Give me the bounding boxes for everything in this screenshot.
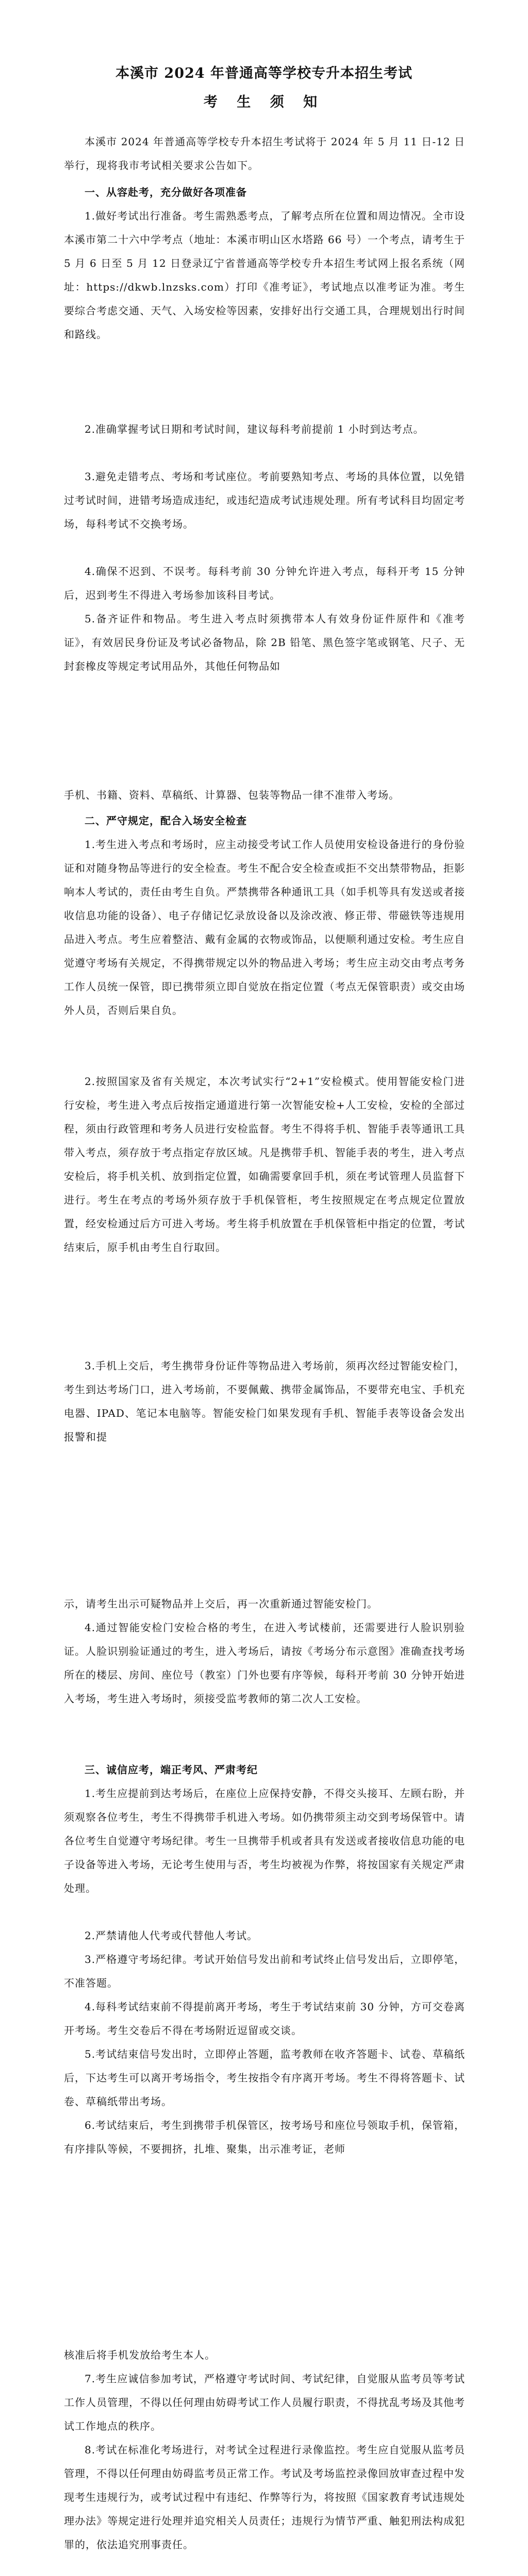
section3-item5: 5.考试结束信号发出时，立即停止答题，监考教师在收齐答题卡、试卷、草稿纸后，下达考生可以离开考场指令，考生按指令有序离开考场。考生不得将答题卡、试卷、草稿纸带出考场。 bbox=[64, 2048, 465, 2108]
section2-item4: 4.通过智能安检门安检合格的考生，在进入考试楼前，还需要进行人脸识别验证。人脸识别验证通过的考生，进入考场后，请按《考场分布示意图》准确查找考场所在的楼层、房间、座位号（教室）门外也要有序等候，每科开考前 30 分钟开始进入考场，考生进入考场时，须接受监考教师的第二次人工安检。 bbox=[64, 1621, 465, 1705]
section3-item4: 4.每科考试结束前不得提前离开考场，考生于考试结束前 30 分钟，方可交卷离开考场。考生交卷后不得在考场附近逗留或交谈。 bbox=[64, 2001, 465, 2037]
section3-heading: 三、诚信应考，端正考风、严肃考纪 bbox=[85, 1764, 258, 1776]
section3-item8: 8.考试在标准化考场进行，对考试全过程进行录像监控。考生应自觉服从监考员管理，不得以任何理由妨碍监考员正常工作。考试及考场监控录像回放审查过程中发现考生违规行为，或考试过程中有违纪、作弊等行为，将按照《国家教育考试违规处理办法》等规定进行处理并追究相关人员责任；违规行为情节严重、触犯刑法构成犯罪的，依法追究刑事责任。 bbox=[64, 2444, 465, 2551]
section1-item2: 2.准确掌握考试日期和考试时间，建议每科考前提前 1 小时到达考点。 bbox=[85, 423, 424, 435]
notice-subtitle: 考 生 须 知 bbox=[203, 94, 325, 110]
section3-item7: 7.考生应诚信参加考试，严格遵守考试时间、考试纪律，自觉服从监考员等考试工作人员管理，不得以任何理由妨碍考试工作人员履行职责，不得扰乱考场及其他考试工作地点的秩序。 bbox=[64, 2372, 465, 2432]
section2-item2: 2.按照国家及省有关规定，本次考试实行“2+1”安检模式。使用智能安检门进行安检，考生进入考点后按指定通道进行第一次智能安检+人工安检，安检的全部过程，须由行政管理和考务人员进行安检监督。考生不得将手机、智能手表等通讯工具带入考点，须存放于考点指定存放区域。凡是携带手机、智能手表的考生，进入考点安检后，将手机关机、放到指定位置，如确需要拿回手机，须在考试管理人员监督下进行。考生在考点的考场外须存放于手机保管柜，考生按照规定在考点规定位置放置，经安检通过后方可进入考场。考生将手机放置在手机保管柜中指定的位置，考试结束后，原手机由考生自行取回。 bbox=[64, 1075, 465, 1253]
section1-item1: 1.做好考试出行准备。考生需熟悉考点，了解考点所在位置和周边情况。全市设本溪市第二十六中学考点（地址：本溪市明山区水塔路 66 号）一个考点，请考生于 5 月 6 日至 5 月 12 日登录辽宁省普通高等学校专升本招生考试网上报名系统（网址：https://dkwb.lnzsks.com）打印《准考证》，考试地点以准考证为准。考生要综合考虑交通、天气、入场安检等因素，安排好出行交通工具，合理规划出行时间和路线。 bbox=[64, 210, 465, 341]
section2-item1: 1.考生进入考点和考场时，应主动接受考试工作人员使用安检设备进行的身份验证和对随身物品等进行的安全检查。考生不配合安全检查或拒不交出禁带物品，拒影响本人考试的，责任由考生自负。严禁携带各种通讯工具（如手机等具有发送或者接收信息功能的设备）、电子存储记忆录放设备以及涂改液、修正带、带磁铁等违规用品进入考点。考生应着整洁、戴有金属的衣物或饰品，以便顺利通过安检。考生应自觉遵守考场有关规定，不得携带规定以外的物品进入考场；考生应主动交由考点考务工作人员统一保管，即已携带须立即自觉放在指定位置（考点无保管职责）或交由场外人员，否则后果自负。 bbox=[64, 838, 465, 1016]
section2-item3a: 3.手机上交后，考生携带身份证件等物品进入考场前，须再次经过智能安检门，考生到达考场门口，进入考场前，不要佩戴、携带金属饰品，不要带充电宝、手机充电器、IPAD、笔记本电脑等。智能安检门如果发现有手机、智能手表等设备会发出报警和提 bbox=[64, 1360, 465, 1443]
section1-item3: 3.避免走错考点、考场和考试座位。考前要熟知考点、考场的具体位置，以免错过考试时间，进错考场造成违纪，或违纪造成考试违规处理。所有考试科目均固定考场，每科考试不交换考场。 bbox=[64, 470, 465, 530]
section1-item5b: 手机、书籍、资料、草稿纸、计算器、包装等物品一律不准带入考场。 bbox=[64, 789, 400, 801]
section3-item1: 1.考生应提前到达考场后，在座位上应保持安静，不得交头接耳、左顾右盼，并须观察各位考生，考生不得携带手机进入考场。如仍携带须主动交到考场保管中。请各位考生自觉遵守考场纪律。考生一旦携带手机或者具有发送或者接收信息功能的电子设备等进入考场，无论考生使用与否，考生均被视为作弊，将按国家有关规定严肃处理。 bbox=[64, 1787, 465, 1894]
section3-item6a: 6.考试结束后，考生到携带手机保管区，按考场号和座位号领取手机，保管箱，有序排队等候，不要拥挤，扎堆、聚集，出示准考证，老师 bbox=[64, 2119, 465, 2155]
section1-item5a: 5.备齐证件和物品。考生进入考点时须携带本人有效身份证件原件和《准考证》，有效居民身份证及考试必备物品，除 2B 铅笔、黑色签字笔或钢笔、尺子、无封套橡皮等规定考试用品外，其他任何物品如 bbox=[64, 613, 465, 672]
section1-heading: 一、从容赴考，充分做好各项准备 bbox=[85, 186, 247, 198]
section2-item3b: 示，请考生出示可疑物品并上交后，再一次重新通过智能安检门。 bbox=[64, 1598, 378, 1610]
section2-heading: 二、严守规定，配合入场安全检查 bbox=[85, 815, 247, 827]
section3-item2: 2.严禁请他人代考或代替他人考试。 bbox=[85, 1929, 258, 1942]
notice-title: 本溪市 2024 年普通高等学校专升本招生考试 bbox=[116, 65, 412, 81]
section3-item6b: 核准后将手机发放给考生本人。 bbox=[64, 2349, 216, 2361]
intro-paragraph: 本溪市 2024 年普通高等学校专升本招生考试将于 2024 年 5 月 11 日-12 日举行，现将我市考试相关要求公告如下。 bbox=[64, 135, 465, 172]
section3-item3: 3.严格遵守考场纪律。考试开始信号发出前和考试终止信号发出后，立即停笔，不准答题。 bbox=[64, 1953, 465, 1989]
section1-item4: 4.确保不迟到、不误考。每科考前 30 分钟允许进入考点，每科开考 15 分钟后，迟到考生不得进入考场参加该科目考试。 bbox=[64, 565, 465, 601]
